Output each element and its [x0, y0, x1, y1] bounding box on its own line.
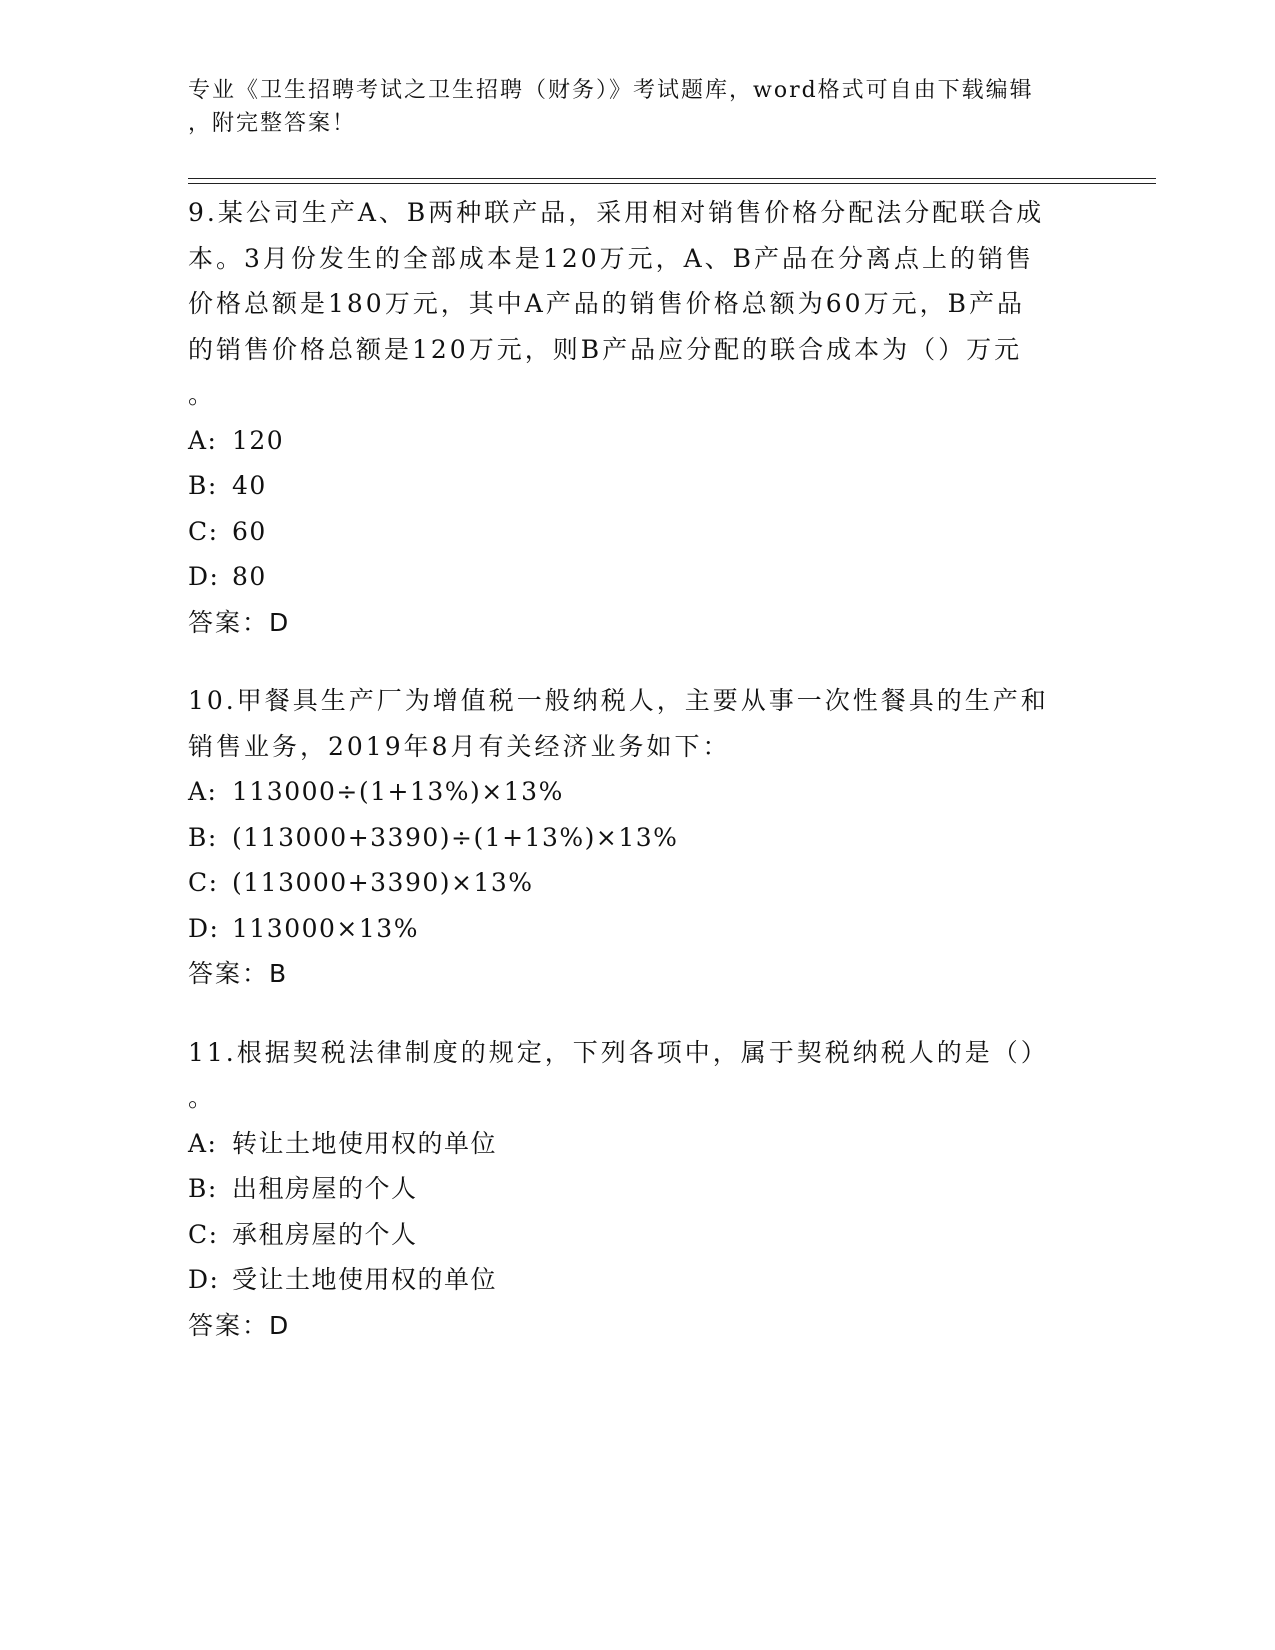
option-text: 113000×13%: [232, 913, 419, 943]
header-divider-bottom: [188, 183, 1156, 184]
option-a: [188, 1121, 1088, 1167]
option-text: 60: [232, 516, 267, 546]
option-a: [188, 769, 1088, 815]
option-text: 转让土地使用权的单位: [232, 1128, 498, 1158]
option-d: [188, 1257, 1088, 1303]
option-letter: B:: [188, 822, 218, 852]
option-text: 受让土地使用权的单位: [232, 1265, 498, 1294]
question-stem-line: 11.根据契税法律制度的规定，下列各项中，属于契税纳税人的是（）: [188, 1037, 1049, 1067]
header-divider-top: [188, 178, 1156, 179]
option-c: [188, 860, 1088, 906]
option-b: [188, 1166, 1088, 1212]
question-stem-line: 本。3月份发生的全部成本是120万元，A、B产品在分离点上的销售: [188, 243, 1035, 273]
option-text: 113000÷(1+13%)×13%: [232, 777, 564, 806]
question-stem-line: 的销售价格总额是120万元，则B产品应分配的联合成本为（）万元: [188, 334, 1023, 364]
question-9: [188, 190, 1088, 645]
option-letter: D:: [188, 562, 220, 591]
answer-line: 答案：D: [188, 1310, 291, 1340]
question-stem-line: 价格总额是180万元，其中A产品的销售价格总额为60万元，B产品: [188, 289, 1025, 318]
option-d: [188, 906, 1088, 952]
option-c: [188, 1212, 1088, 1258]
option-text: (113000+3390)×13%: [232, 868, 534, 897]
option-d: [188, 554, 1088, 600]
header-line-2: ，附完整答案！: [188, 111, 357, 136]
option-letter: C:: [188, 1219, 219, 1249]
option-c: [188, 509, 1088, 555]
question-list: [188, 190, 1088, 1381]
question-stem-line: 9.某公司生产A、B两种联产品，采用相对销售价格分配法分配联合成: [188, 198, 1045, 227]
question-stem-line: 10.甲餐具生产厂为增值税一般纳税人，主要从事一次性餐具的生产和: [188, 686, 1049, 715]
option-letter: C:: [188, 868, 219, 897]
question-stem-line: 销售业务，2019年8月有关经济业务如下：: [188, 731, 731, 761]
option-text: 承租房屋的个人: [232, 1219, 418, 1249]
option-b: [188, 815, 1088, 861]
option-letter: B:: [188, 1174, 218, 1203]
option-letter: D:: [188, 1265, 220, 1294]
option-text: 出租房屋的个人: [232, 1174, 418, 1203]
option-letter: C:: [188, 516, 219, 546]
option-letter: A:: [188, 425, 218, 455]
question-11: [188, 1030, 1088, 1349]
document-header: [188, 74, 1068, 140]
option-letter: A:: [188, 1128, 218, 1158]
option-text: 120: [232, 425, 285, 455]
header-line-1: 专业《卫生招聘考试之卫生招聘（财务）》考试题库，word格式可自由下载编辑: [188, 78, 1034, 103]
option-a: [188, 418, 1088, 464]
option-letter: B:: [188, 471, 218, 500]
question-stem-tail: 。: [188, 380, 214, 409]
option-text: (113000+3390)÷(1+13%)×13%: [232, 822, 679, 852]
option-letter: A:: [188, 777, 218, 806]
question-stem-tail: 。: [188, 1083, 214, 1112]
option-b: [188, 463, 1088, 509]
answer-line: 答案：D: [188, 607, 291, 637]
option-letter: D:: [188, 913, 220, 943]
option-text: 80: [232, 562, 267, 591]
question-10: [188, 678, 1088, 997]
answer-line: 答案：B: [188, 959, 289, 988]
option-text: 40: [232, 471, 267, 500]
